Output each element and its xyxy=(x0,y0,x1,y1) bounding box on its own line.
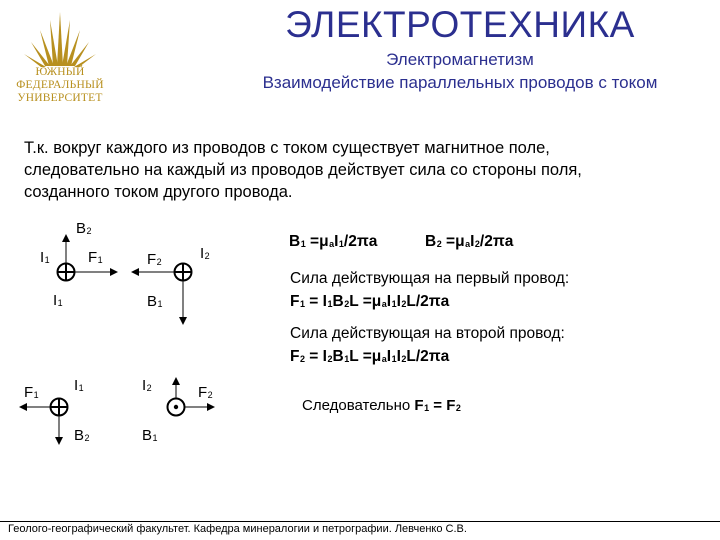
page-title: ЭЛЕКТРОТЕХНИКА xyxy=(285,4,635,45)
footer-text: Геолого-географический факультет. Кафедра минералогии и петрографии. Левченко С.В. xyxy=(8,523,467,535)
label-B1: $B_1$ xyxy=(147,293,163,310)
conclusion: Следовательно $F_1 = F_2$ xyxy=(302,397,461,414)
topic-heading: Взаимодействие параллельных проводов с током xyxy=(262,73,658,92)
formula-F2: $F_2 = I_2B_1L =\mu_aI_1I_2L/2\pi a$ xyxy=(290,348,450,365)
formula-F1: $F_1 = I_1B_2L =\mu_aI_1I_2L/2\pi a$ xyxy=(290,293,450,310)
label-F2-b: $F_2$ xyxy=(198,384,213,401)
force2-caption: Сила действующая на второй провод: xyxy=(290,325,565,342)
label-I1-bottom: $I_1$ xyxy=(53,292,63,309)
label-F1-b: $F_1$ xyxy=(24,384,39,401)
wire-2-current-into-page xyxy=(175,264,192,281)
logo-line-3: УНИВЕРСИТЕТ xyxy=(17,92,103,104)
label-B2: $B_2$ xyxy=(76,220,92,237)
label-I2-b: $I_2$ xyxy=(142,377,152,394)
formula-B1: $B_1 =\mu_aI_1/2\pi a$ xyxy=(289,233,378,250)
label-I1-top: $I_1$ xyxy=(40,249,50,266)
label-I2: $I_2$ xyxy=(200,245,210,262)
intro-line-3: созданного током другого провода. xyxy=(24,183,293,201)
label-B1-b: $B_1$ xyxy=(142,427,158,444)
page-subtitle: Электромагнетизм xyxy=(386,50,534,69)
footer-divider xyxy=(0,521,720,522)
intro-line-1: Т.к. вокруг каждого из проводов с током существует магнитное поле, xyxy=(24,139,550,157)
logo-line-1: ЮЖНЫЙ xyxy=(35,66,85,78)
label-I1-b: $I_1$ xyxy=(74,377,84,394)
logo-line-2: ФЕДЕРАЛЬНЫЙ xyxy=(16,79,104,91)
force1-caption: Сила действующая на первый провод: xyxy=(290,270,570,287)
formula-B2: $B_2 =\mu_aI_2/2\pi a$ xyxy=(425,233,514,250)
label-F2: $F_2$ xyxy=(147,251,162,268)
wire-2-current-out-of-page xyxy=(168,399,185,416)
wire-1-current-into-page-b xyxy=(51,399,68,416)
wire-1-current-into-page xyxy=(58,264,75,281)
label-B2-b: $B_2$ xyxy=(74,427,90,444)
label-F1: $F_1$ xyxy=(88,249,103,266)
intro-line-2: следовательно на каждый из проводов действует сила со стороны поля, xyxy=(24,161,582,179)
